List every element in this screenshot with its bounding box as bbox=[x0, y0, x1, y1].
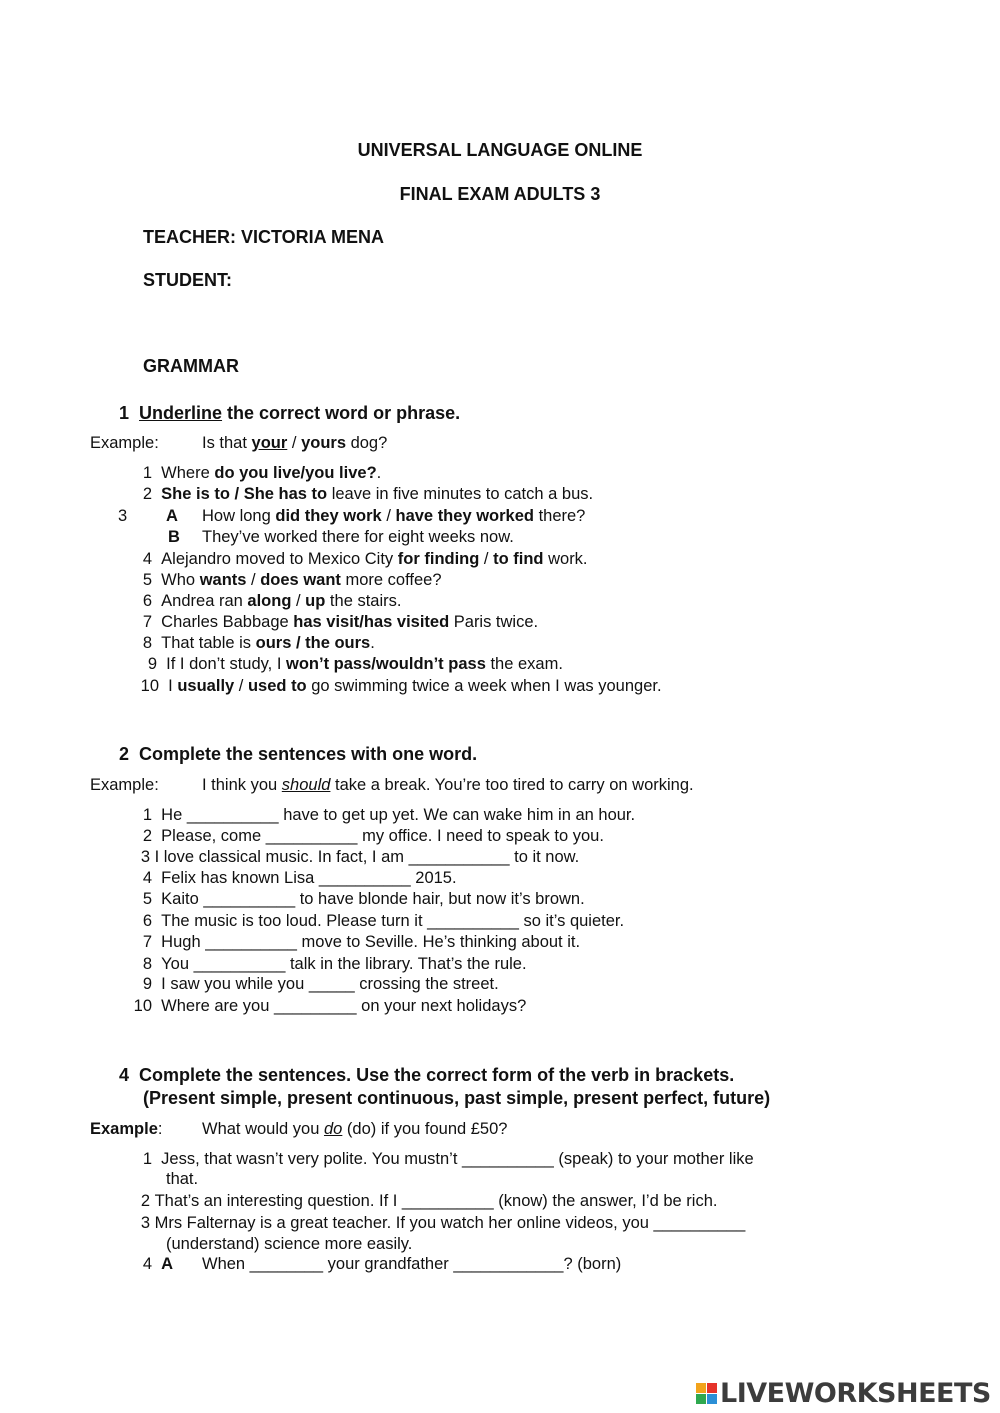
list-item: 8 You __________ talk in the library. That’s the rule. bbox=[142, 955, 527, 973]
list-item: 9 If I don’t study, I won’t pass/wouldn’t pass the exam. bbox=[147, 655, 563, 673]
section-4-subtitle: (Present simple, present continuous, past simple, present perfect, future) bbox=[143, 1088, 771, 1108]
list-item: 4 A bbox=[142, 1255, 174, 1273]
section-1-title bbox=[119, 403, 460, 424]
list-item: 2 Please, come __________ my office. I need to speak to you. bbox=[142, 827, 604, 845]
logo-mark-icon bbox=[696, 1383, 717, 1404]
example-sentence: I think you should take a break. You’re too tired to carry on working. bbox=[202, 776, 694, 794]
example-sentence: Is that your / yours dog? bbox=[202, 434, 388, 452]
list-item: 2 She is to / She has to leave in five minutes to catch a bus. bbox=[142, 485, 594, 503]
list-item: 3 bbox=[118, 507, 128, 525]
title-line-1: Complete the sentences. Use the correct form of the verb in brackets. bbox=[139, 1065, 735, 1085]
logo-square bbox=[707, 1394, 717, 1404]
title-underlined: Underline bbox=[139, 403, 223, 423]
list-item: 8 That table is ours / the ours. bbox=[142, 634, 375, 652]
example-sentence: What would you do (do) if you found £50? bbox=[202, 1120, 508, 1138]
exam-title: FINAL EXAM ADULTS 3 bbox=[399, 184, 601, 204]
list-item: 7 Charles Babbage has visit/has visited Paris twice. bbox=[142, 613, 539, 631]
list-item: 5 Kaito __________ to have blonde hair, but now it’s brown. bbox=[142, 890, 585, 908]
list-item-text: How long did they work / have they worked there? bbox=[202, 507, 586, 525]
list-item: 6 Andrea ran along / up the stairs. bbox=[142, 592, 402, 610]
list-item: 3 I love classical music. In fact, I am ___________ to it now. bbox=[140, 848, 580, 866]
list-item: 6 The music is too loud. Please turn it __________ so it’s quieter. bbox=[142, 912, 625, 930]
list-item: 9 I saw you while you _____ crossing the street. bbox=[142, 975, 499, 993]
section-4-title bbox=[119, 1065, 734, 1086]
list-item: 7 Hugh __________ move to Seville. He’s thinking about it. bbox=[142, 933, 581, 951]
title-rest: the correct word or phrase. bbox=[222, 403, 461, 423]
list-item: 4 Alejandro moved to Mexico City for finding / to find work. bbox=[142, 550, 588, 568]
list-item: 5 Who wants / does want more coffee? bbox=[142, 571, 442, 589]
example-label: Example: bbox=[90, 434, 159, 452]
logo-text: LIVEWORKSHEETS bbox=[720, 1377, 991, 1409]
list-item: B bbox=[168, 528, 180, 546]
list-item: A bbox=[166, 507, 178, 525]
list-item: 2 That’s an interesting question. If I __________ (know) the answer, I’d be rich. bbox=[140, 1192, 718, 1210]
example-label: Example: bbox=[90, 776, 159, 794]
section-2-title bbox=[119, 744, 477, 765]
list-item: 1 Jess, that wasn’t very polite. You mustn’t __________ (speak) to your mother like bbox=[142, 1150, 754, 1168]
list-item-continuation: that. bbox=[166, 1170, 199, 1188]
student-label: STUDENT: bbox=[143, 270, 232, 290]
school-name: UNIVERSAL LANGUAGE ONLINE bbox=[357, 140, 643, 160]
section-number: 4 bbox=[119, 1065, 130, 1085]
section-number: 1 bbox=[119, 403, 130, 423]
section-number: 2 bbox=[119, 744, 130, 764]
list-item: 1 He __________ have to get up yet. We can wake him in an hour. bbox=[142, 806, 636, 824]
logo-square bbox=[707, 1383, 717, 1393]
title-text: Complete the sentences with one word. bbox=[139, 744, 478, 764]
list-item: 10 Where are you _________ on your next holidays? bbox=[133, 997, 527, 1015]
logo-square bbox=[696, 1394, 706, 1404]
list-item: 4 Felix has known Lisa __________ 2015. bbox=[142, 869, 457, 887]
teacher-label: TEACHER: VICTORIA MENA bbox=[143, 227, 385, 247]
list-item: 10 I usually / used to go swimming twice a week when I was younger. bbox=[140, 677, 662, 695]
grammar-heading: GRAMMAR bbox=[143, 356, 239, 376]
example-label: Example: bbox=[90, 1120, 163, 1138]
list-item-continuation: (understand) science more easily. bbox=[166, 1235, 413, 1253]
list-item-text: They’ve worked there for eight weeks now. bbox=[202, 528, 514, 546]
liveworksheets-logo bbox=[696, 1378, 991, 1408]
list-item-text: When ________ your grandfather ____________? (born) bbox=[202, 1255, 622, 1273]
list-item: 3 Mrs Falternay is a great teacher. If you watch her online videos, you __________ bbox=[140, 1214, 746, 1232]
list-item: 1 Where do you live/you live?. bbox=[142, 464, 382, 482]
logo-square bbox=[696, 1383, 706, 1393]
